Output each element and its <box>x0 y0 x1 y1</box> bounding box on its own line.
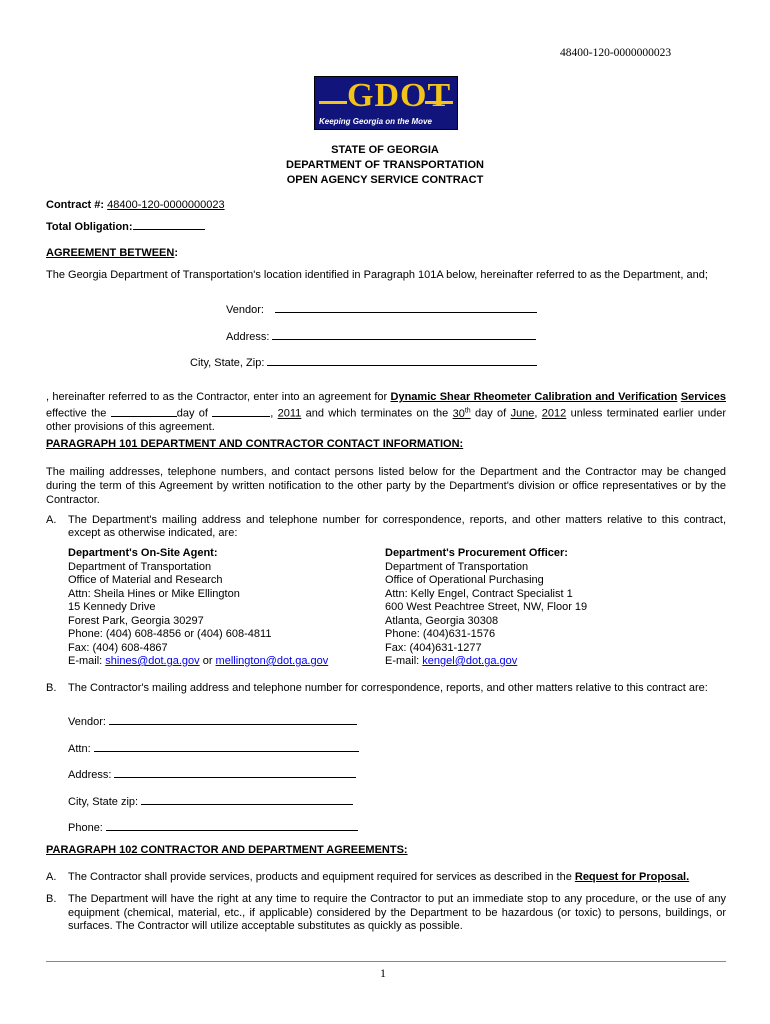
contractor-attn-blank[interactable] <box>94 751 359 752</box>
procurement-officer-line: Atlanta, Georgia 30308 <box>385 614 499 627</box>
address-blank[interactable] <box>272 339 536 340</box>
city-label: City, State, Zip: <box>190 357 265 369</box>
p101-b-letter: B. <box>46 682 57 694</box>
contractor-vendor-row <box>68 716 357 728</box>
p101-b-text: The Contractor's mailing address and telephone number for correspondence, reports, and other matters relative to this contract are: <box>68 682 708 694</box>
service-name: Dynamic Shear Rheometer Calibration and Verification <box>390 391 678 403</box>
contract-number-row <box>46 199 225 211</box>
title-department: DEPARTMENT OF TRANSPORTATION <box>286 159 484 171</box>
end-month: June <box>510 407 535 420</box>
agreement-heading: AGREEMENT BETWEEN: <box>46 247 179 259</box>
onsite-agent-line: Phone: (404) 608-4856 or (404) 608-4811 <box>68 628 272 640</box>
p102-b-text: The Department will have the right at any time to require the Contractor to put an immediate stop to any procedure, or the use of any equipment (chemical, material, etc., if applicable) considered by the Department to be hazardous (or toxic) to persons, buildings, or surfaces. The Contractor will utilize acceptable substitutes as quickly as possible. <box>68 893 726 932</box>
contractor-phone-row <box>68 822 358 834</box>
address-row <box>226 331 536 343</box>
contractor-vendor-label: Vendor: <box>68 716 106 728</box>
procurement-officer-heading: Department's Procurement Officer: <box>385 547 568 559</box>
contractor-address-row <box>68 769 356 781</box>
contractor-city-label: City, State zip: <box>68 796 139 808</box>
end-day: 30th <box>452 407 471 420</box>
title-contract-type: OPEN AGENCY SERVICE CONTRACT <box>286 174 484 186</box>
procurement-officer-line: Fax: (404)631-1277 <box>385 641 482 654</box>
end-year: 2012 <box>541 407 567 420</box>
contractor-attn-label: Attn: <box>68 743 91 755</box>
p101-body: The mailing addresses, telephone numbers, and contact persons listed below for the Department and the Contractor may be changed during the term of this Agreement by written notification to the other party by the Department's division or office representatives or by the Contractor. <box>46 466 726 506</box>
onsite-agent-line: Forest Park, Georgia 30297 <box>68 614 204 627</box>
p102-a-letter: A. <box>46 871 57 883</box>
onsite-agent-line: 15 Kennedy Drive <box>68 601 156 613</box>
onsite-agent-line: Attn: Sheila Hines or Mike Ellington <box>68 587 240 600</box>
contract-number-value: 48400-120-0000000023 <box>107 199 225 211</box>
contractor-phone-label: Phone: <box>68 822 103 834</box>
vendor-row <box>226 304 537 316</box>
service-name-cont: Services <box>680 391 726 403</box>
procurement-officer-line: 600 West Peachtree Street, NW, Floor 19 <box>385 601 588 613</box>
email-link-mellington[interactable]: mellington@dot.ga.gov <box>215 655 329 667</box>
city-row <box>190 357 537 369</box>
agreement-paragraph: , hereinafter referred to as the Contractor, enter into an agreement for Dynamic Shear Rheometer Calibration and Verification Services effective the day of , 2011 and which terminates on the 30th day of June, 2012 unless terminated earlier under other provisions of this agreement. <box>46 391 727 433</box>
start-month-blank[interactable] <box>212 416 270 417</box>
footer-rule <box>46 961 726 962</box>
logo-wordmark: GDOT <box>347 77 452 114</box>
procurement-officer-email-row: E-mail: kengel@dot.ga.gov <box>385 655 518 667</box>
gdot-logo <box>314 76 458 130</box>
total-obligation-blank[interactable] <box>133 229 205 230</box>
onsite-agent-email-row: E-mail: shines@dot.ga.gov or mellington@dot.ga.gov <box>68 655 329 667</box>
email-link-kengel[interactable]: kengel@dot.ga.gov <box>422 655 518 667</box>
procurement-officer-line: Attn: Kelly Engel, Contract Specialist 1 <box>385 587 573 600</box>
p102-a-text-row <box>68 871 726 883</box>
start-year: 2011 <box>277 407 302 420</box>
logo-stripe-left <box>319 101 347 104</box>
page-number: 1 <box>380 966 386 980</box>
address-label: Address: <box>226 331 270 343</box>
procurement-officer-block <box>385 547 587 669</box>
email-link-shines[interactable]: shines@dot.ga.gov <box>105 655 200 667</box>
total-obligation-row: Total Obligation: <box>46 221 205 233</box>
onsite-agent-heading: Department's On-Site Agent: <box>68 547 218 559</box>
p101-a-letter: A. <box>46 514 57 526</box>
onsite-agent-block <box>68 547 328 669</box>
contractor-phone-blank[interactable] <box>106 830 358 831</box>
contractor-vendor-blank[interactable] <box>109 724 357 725</box>
onsite-agent-line: Fax: (404) 608-4867 <box>68 641 168 654</box>
p101-heading: PARAGRAPH 101 DEPARTMENT AND CONTRACTOR CONTACT INFORMATION: <box>46 438 464 450</box>
start-day-blank[interactable] <box>111 416 177 417</box>
title-block <box>235 143 535 188</box>
logo-tagline: Keeping Georgia on the Move <box>319 117 432 126</box>
vendor-blank[interactable] <box>275 312 537 313</box>
p102-b-letter: B. <box>46 893 57 905</box>
p102-a-text: The Contractor shall provide services, products and equipment required for services as described in the <box>68 871 572 883</box>
onsite-agent-line: Office of Material and Research <box>68 574 223 586</box>
request-for-proposal-link[interactable]: Request for Proposal. <box>574 871 690 883</box>
procurement-officer-line: Phone: (404)631-1576 <box>385 628 496 640</box>
contractor-address-label: Address: <box>68 769 112 781</box>
vendor-label: Vendor: <box>226 304 264 316</box>
document-number: 48400-120-0000000023 <box>560 47 672 59</box>
p102-heading: PARAGRAPH 102 CONTRACTOR AND DEPARTMENT AGREEMENTS: <box>46 844 408 856</box>
agreement-intro: The Georgia Department of Transportation's location identified in Paragraph 101A below, hereinafter referred to as the Department, and; <box>46 269 708 281</box>
title-state: STATE OF GEORGIA <box>331 144 439 156</box>
total-obligation-label: Total Obligation <box>46 221 129 233</box>
contractor-attn-row <box>68 743 359 755</box>
procurement-officer-line: Department of Transportation <box>385 560 529 573</box>
contractor-address-blank[interactable] <box>114 777 356 778</box>
procurement-officer-line: Office of Operational Purchasing <box>385 574 544 586</box>
contractor-city-row <box>68 796 353 808</box>
contract-number-label: Contract #: <box>46 199 105 211</box>
onsite-agent-line: Department of Transportation <box>68 560 212 573</box>
p101-a-text: The Department's mailing address and telephone number for correspondence, reports, and other matters relative to this contract, except as otherwise indicated, are: <box>68 514 726 539</box>
city-blank[interactable] <box>267 365 537 366</box>
contractor-city-blank[interactable] <box>141 804 353 805</box>
